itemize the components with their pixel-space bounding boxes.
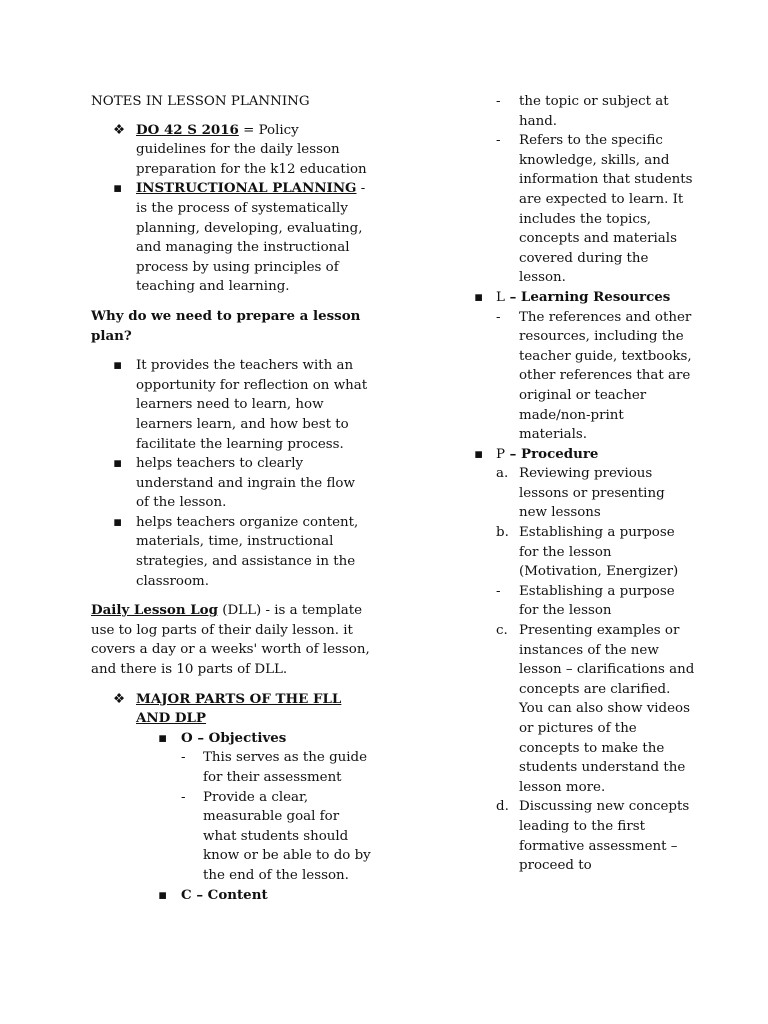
why-heading: Why do we need to prepare a lesson plan? xyxy=(91,307,361,344)
major-parts-heading: MAJOR PARTS OF THE FLL AND DLP xyxy=(136,690,342,727)
square-bullet-icon: ▪ xyxy=(113,358,123,374)
dash-bullet-icon: - xyxy=(181,789,186,805)
procedure-step-marker: a. xyxy=(496,466,509,482)
procedure-step-marker: b. xyxy=(496,525,509,541)
square-bullet-icon: ▪ xyxy=(113,456,123,472)
procedure-step-text: Establishing a purpose for the lesson (Motivation, Energizer) xyxy=(519,525,679,580)
learning-resources-detail xyxy=(496,308,696,445)
content-heading: C – Content xyxy=(181,886,268,903)
procedure-step-text: Reviewing previous lessons or presenting new lessons xyxy=(519,466,665,521)
square-bullet-icon: ▪ xyxy=(113,181,123,197)
dash-bullet-icon: - xyxy=(496,133,501,149)
objective-text: This serves as the guide for their assessment xyxy=(203,750,368,785)
objective-item xyxy=(91,788,371,886)
major-parts-item xyxy=(91,690,371,729)
procedure-step-text: Presenting examples or instances of the new lesson – clarifications and concepts are clarified. You can also show videos or pictures of the concepts to make the students understand the lesson more. xyxy=(519,623,695,795)
objective-text: Provide a clear, measurable goal for what students should know or be able to do by the end of the lesson. xyxy=(203,789,371,883)
procedure-step-text: Discussing new concepts leading to the first formative assessment – proceed to xyxy=(519,799,690,874)
dash-bullet-icon: - xyxy=(181,750,186,766)
diamond-bullet-icon: ❖ xyxy=(113,122,126,138)
procedure-letter: P xyxy=(496,446,506,462)
reason-item xyxy=(91,513,371,591)
procedure-step-marker: d. xyxy=(496,799,509,815)
objectives-item xyxy=(91,729,371,749)
instructional-definition: - is the process of systematically planning, developing, evaluating, and managing the instructional process by using principles of teaching and learning. xyxy=(136,181,366,295)
learning-resources-heading xyxy=(496,288,696,308)
procedure-step xyxy=(496,464,696,523)
dll-term: Daily Lesson Log xyxy=(91,602,218,619)
left-column xyxy=(91,92,371,905)
diamond-bullet-icon: ❖ xyxy=(113,691,126,707)
dash-bullet-icon: - xyxy=(496,94,501,109)
procedure-heading xyxy=(496,445,696,465)
do42-item xyxy=(91,121,371,180)
dll-definition: (DLL) - is a template use to log parts of their daily lesson. it covers a day or a weeks' worth of lesson, and there is 10 parts of DLL. xyxy=(91,603,370,678)
procedure-step-text: Establishing a purpose for the lesson xyxy=(519,583,675,619)
learning-resources-letter: L xyxy=(496,289,505,305)
document-title: NOTES IN LESSON PLANNING xyxy=(91,94,310,109)
instructional-term: INSTRUCTIONAL PLANNING xyxy=(136,180,357,197)
content-detail-item xyxy=(496,131,696,288)
square-bullet-icon: ▪ xyxy=(158,730,168,746)
square-bullet-icon: ▪ xyxy=(158,887,168,903)
reason-text: helps teachers to clearly understand and ingrain the flow of the lesson. xyxy=(136,456,355,511)
dash-bullet-icon: - xyxy=(496,309,501,325)
procedure-label: – Procedure xyxy=(505,445,599,462)
square-bullet-icon: ▪ xyxy=(474,446,484,462)
content-detail-text: Refers to the specific knowledge, skills, and information that students are expected to learn. It includes the topics, concepts and materials covered during the lesson. xyxy=(519,133,693,286)
content-detail-item xyxy=(496,92,696,131)
square-bullet-icon: ▪ xyxy=(474,289,484,305)
reason-item xyxy=(91,454,371,513)
square-bullet-icon: ▪ xyxy=(113,514,123,530)
reason-text: helps teachers organize content, materials, time, instructional strategies, and assistance in the classroom. xyxy=(136,514,359,589)
instructional-text xyxy=(136,179,371,297)
objective-item xyxy=(91,748,371,787)
learning-resources-item xyxy=(474,288,696,308)
procedure-step-marker: c. xyxy=(496,623,508,639)
procedure-step xyxy=(496,797,696,875)
do42-text xyxy=(136,121,371,180)
procedure-step xyxy=(496,621,696,797)
reason-item xyxy=(91,356,371,454)
do42-definition: = Policy guidelines for the daily lesson preparation for the k12 education xyxy=(136,122,367,177)
do42-term: DO 42 S 2016 xyxy=(136,121,239,138)
right-column xyxy=(474,92,696,876)
objectives-heading: O – Objectives xyxy=(181,729,287,746)
procedure-item xyxy=(474,445,696,465)
procedure-step xyxy=(496,582,696,621)
learning-resources-label: – Learning Resources xyxy=(504,288,671,305)
procedure-step xyxy=(496,523,696,582)
procedure-step-marker: - xyxy=(496,583,501,599)
content-item xyxy=(91,886,371,906)
reason-text: It provides the teachers with an opportunity for reflection on what learners need to learn, how learners learn, and how best to facilitate the learning process. xyxy=(136,358,368,452)
dll-paragraph xyxy=(91,601,371,679)
content-detail-text: the topic or subject at hand. xyxy=(519,94,669,129)
learning-resources-text: The references and other resources, including the teacher guide, textbooks, other references that are original or teacher made/non-print materials. xyxy=(519,309,692,443)
instructional-item xyxy=(91,179,371,297)
